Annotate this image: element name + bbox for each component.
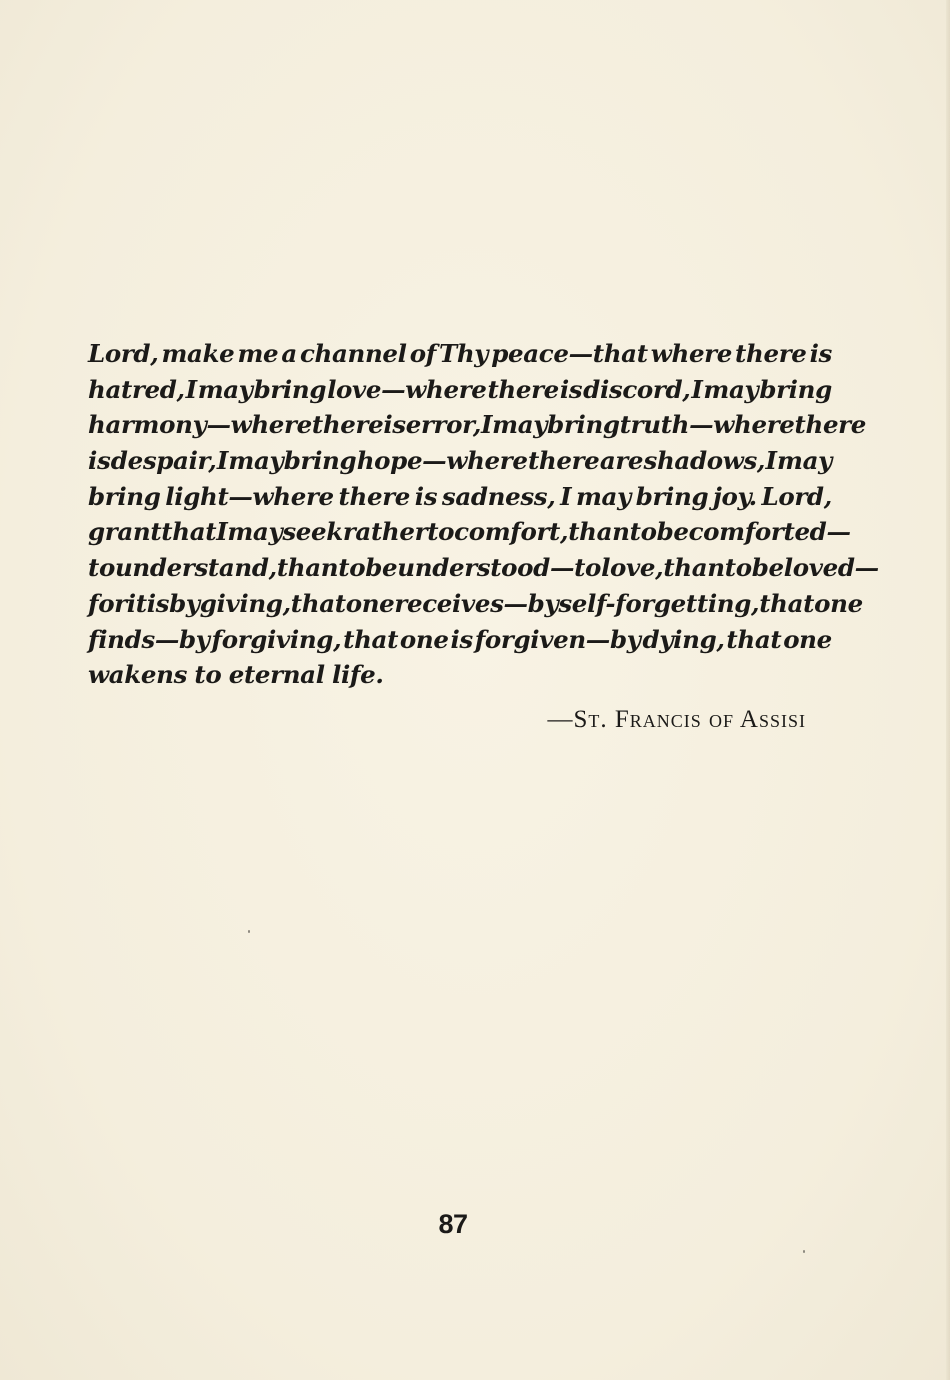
quote-word: comforted— [688, 517, 851, 547]
quote-word: that [290, 588, 346, 618]
quote-line [88, 622, 832, 658]
quote-word: Thy [438, 339, 489, 368]
paper-speck [803, 1250, 805, 1253]
quote-word: that [161, 517, 217, 547]
quote-word: rather [342, 517, 428, 547]
quote-word: error, [405, 410, 482, 440]
quote-word: self-forgetting, [558, 588, 760, 618]
quote-word: may [227, 517, 283, 547]
quote-word: I [481, 410, 493, 440]
quote-word: to [338, 553, 366, 583]
quote-word: Lord, [761, 481, 832, 511]
quote-word: hope—where [356, 446, 528, 476]
quote-word: is [146, 588, 170, 618]
quote-word: shadows, [643, 446, 766, 476]
quote-word: is [559, 374, 583, 404]
paper-speck [248, 930, 250, 933]
quote-word: be [751, 553, 784, 583]
quote-line [88, 372, 832, 408]
quote-word: is [450, 624, 473, 654]
quote-word: giving, [199, 588, 291, 618]
quote-word: love—where [327, 374, 487, 404]
quote-word: there [735, 339, 807, 368]
quote-line [88, 336, 832, 372]
quote-line [88, 550, 879, 586]
quote-line [88, 479, 832, 515]
quote-word: Lord, [88, 339, 159, 368]
quote-word: it [126, 588, 147, 618]
quote-word: one [814, 588, 863, 618]
quote-word: is [383, 410, 406, 440]
quote-word: may [703, 374, 759, 404]
attribution: —St. Francis of Assisi [547, 706, 806, 733]
quote-word: bring [283, 446, 357, 476]
quote-word: a [281, 339, 297, 368]
quote-word: of [409, 339, 436, 368]
quote-word: is [414, 481, 438, 511]
quote-word: understand, [114, 553, 277, 583]
quote-line [88, 514, 851, 550]
quote-word: bring [547, 410, 620, 440]
quote-line [88, 407, 866, 443]
quote-word: bring [635, 481, 709, 511]
quote-word: to [724, 553, 752, 583]
quote-word: than [663, 553, 725, 583]
quote-word: may [492, 410, 548, 440]
quote-word: be [656, 517, 689, 547]
quote-word: me [237, 339, 279, 368]
quote-word: harmony—where [88, 410, 312, 440]
quote-word: that [343, 624, 399, 654]
quote-word: for [88, 588, 127, 618]
page-edge [946, 0, 950, 1380]
quote-word: seek [282, 517, 343, 547]
quote-word: I [691, 374, 703, 404]
quote-word: there [527, 446, 600, 476]
quote-word: wakens [88, 660, 188, 690]
quote-word: truth—where [619, 410, 795, 440]
prayer-quote [88, 336, 879, 693]
quote-word: bring [759, 374, 832, 404]
quote-word: be [365, 553, 398, 583]
quote-word: I [216, 446, 228, 476]
quote-word: discord, [583, 374, 691, 404]
quote-word: bring [88, 481, 161, 511]
quote-word: there [338, 481, 410, 511]
quote-word: there [487, 374, 559, 404]
quote-word: to [88, 553, 115, 583]
quote-word: that [726, 624, 782, 654]
quote-word: to [427, 517, 455, 547]
quote-word: life. [332, 660, 384, 690]
quote-word: where [650, 339, 732, 368]
quote-word: forgiven—by [474, 624, 641, 654]
quote-word: is [809, 339, 832, 368]
quote-word: I [765, 446, 777, 476]
quote-line [88, 443, 832, 479]
quote-word: is [88, 446, 111, 476]
quote-word: eternal [228, 660, 325, 690]
quote-word: I [185, 374, 197, 404]
quote-word: one [399, 624, 449, 654]
quote-word: love, [601, 553, 664, 583]
quote-word: than [276, 553, 339, 583]
quote-word: may [575, 481, 631, 511]
quote-word: sadness, [441, 481, 556, 511]
quote-word: make [161, 339, 235, 368]
quote-word: may [197, 374, 253, 404]
quote-word: understood—to [397, 553, 602, 583]
quote-line [88, 657, 832, 693]
quote-word: may [228, 446, 284, 476]
quote-word: that [759, 588, 815, 618]
quote-word: comfort, [454, 517, 569, 547]
quote-word: I [560, 481, 572, 511]
quote-word: joy. [712, 481, 757, 511]
quote-word: to [194, 660, 222, 690]
quote-word: one [345, 588, 395, 618]
quote-word: than [568, 517, 630, 547]
quote-word: loved— [783, 553, 879, 583]
quote-word: to [629, 517, 657, 547]
page-number: 87 [438, 1209, 468, 1239]
quote-word: may [777, 446, 832, 476]
quote-word: are [599, 446, 644, 476]
quote-word: by [169, 588, 200, 618]
quote-word: bring [253, 374, 327, 404]
quote-word: I [216, 517, 228, 547]
quote-word: finds—by [88, 624, 210, 654]
quote-word: hatred, [88, 374, 185, 404]
quote-word: grant [88, 517, 162, 547]
quote-line [88, 586, 863, 622]
quote-word: dying, [642, 624, 725, 654]
quote-word: there [311, 410, 384, 440]
quote-word: there [794, 410, 866, 440]
quote-word: receives—by [394, 588, 559, 618]
quote-word: forgiving, [211, 624, 342, 654]
quote-word: light—where [165, 481, 334, 511]
quote-word: despair, [110, 446, 217, 476]
quote-word: peace—that [491, 339, 648, 368]
quote-word: channel [299, 339, 407, 368]
quote-word: one [783, 624, 832, 654]
